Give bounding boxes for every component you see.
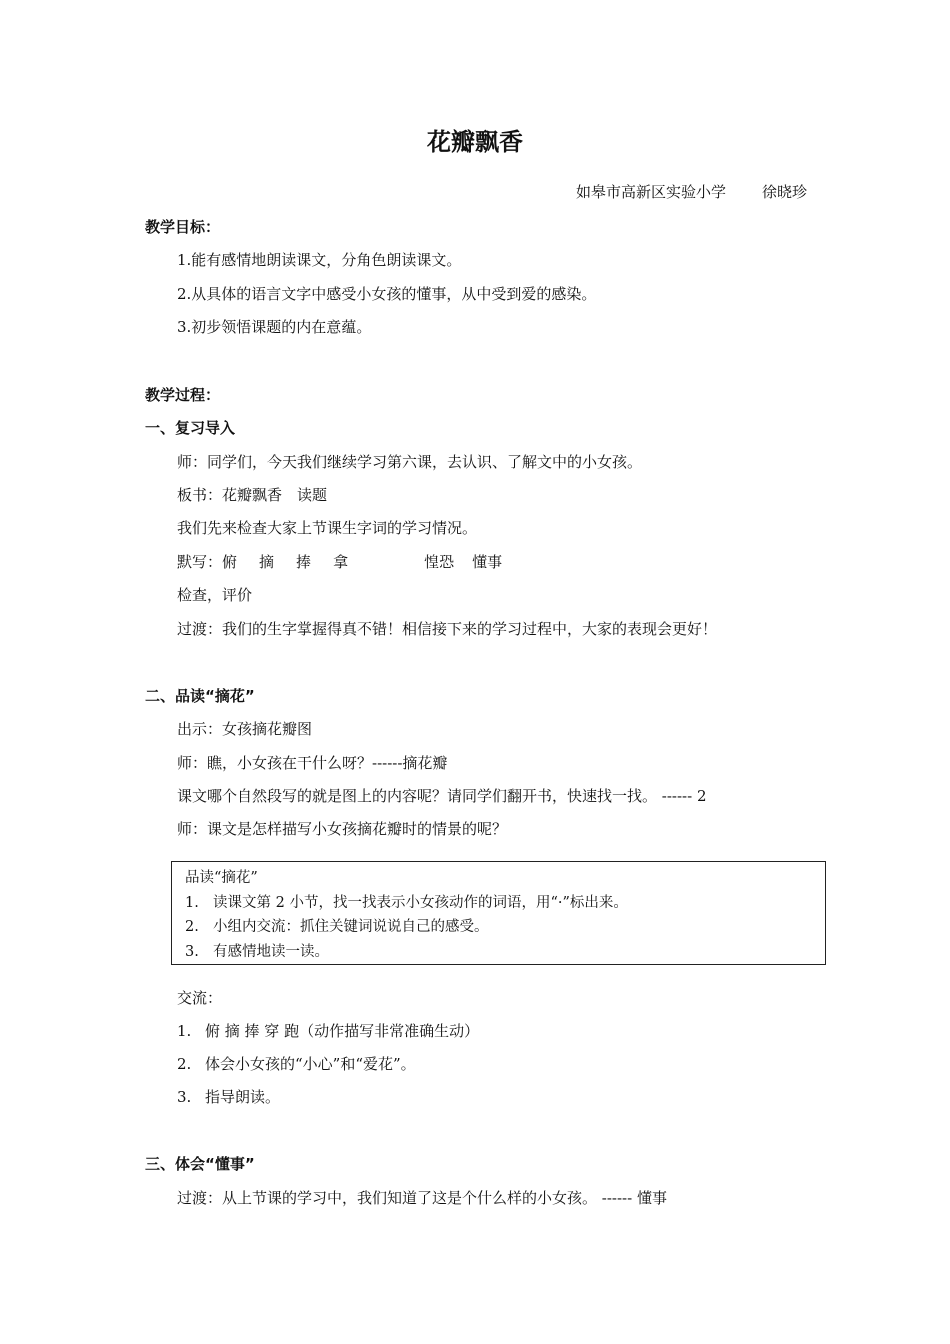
section2-line: 课文哪个自然段写的就是图上的内容呢？请同学们翻开书，快速找一找。 ------ 2 bbox=[177, 787, 707, 805]
box-item: 3. 有感情地读一读。 bbox=[185, 944, 329, 960]
box-item: 2. 小组内交流：抓住关键词说说自己的感受。 bbox=[185, 919, 489, 935]
dictation-word: 拿 bbox=[333, 553, 349, 571]
section1-line: 过渡：我们的生字掌握得真不错！相信接下来的学习过程中，大家的表现会更好！ bbox=[177, 620, 718, 638]
box-item: 1. 读课文第 2 小节，找一找表示小女孩动作的词语，用“·”标出来。 bbox=[185, 895, 628, 911]
section1-heading: 一、复习导入 bbox=[145, 419, 236, 437]
section3-heading: 三、体会“懂事” bbox=[145, 1155, 255, 1173]
dictation-label: 默写： bbox=[177, 553, 223, 571]
exchange-item: 3. 指导朗读。 bbox=[177, 1088, 281, 1106]
box-title: 品读“摘花” bbox=[185, 870, 258, 886]
section1-line: 我们先来检查大家上节课生字词的学习情况。 bbox=[177, 519, 478, 537]
section1-line: 板书：花瓣飘香 读题 bbox=[177, 486, 328, 504]
dictation-word: 捧 bbox=[296, 553, 312, 571]
section3-line: 过渡：从上节课的学习中，我们知道了这是个什么样的小女孩。 ------ 懂事 bbox=[177, 1189, 667, 1207]
process-heading: 教学过程： bbox=[145, 386, 221, 404]
author-school: 如皋市高新区实验小学 bbox=[575, 183, 726, 201]
dictation-word: 惶恐 bbox=[424, 553, 455, 571]
section2-line: 出示：女孩摘花瓣图 bbox=[177, 720, 313, 738]
section2-line: 师：课文是怎样描写小女孩摘花瓣时的情景的呢？ bbox=[177, 820, 508, 838]
section1-line: 检查，评价 bbox=[177, 586, 253, 604]
dictation-line bbox=[177, 552, 502, 572]
goals-heading: 教学目标： bbox=[145, 218, 221, 236]
dictation-word: 懂事 bbox=[472, 553, 503, 571]
section2-line: 师：瞧，小女孩在干什么呀？------摘花瓣 bbox=[177, 754, 448, 772]
section1-line: 师：同学们，今天我们继续学习第六课，去认识、了解文中的小女孩。 bbox=[177, 453, 643, 471]
goal-item: 2.从具体的语言文字中感受小女孩的懂事，从中受到爱的感染。 bbox=[177, 285, 597, 303]
document-title: 花瓣飘香 bbox=[427, 128, 523, 156]
goal-item: 3.初步领悟课题的内在意蕴。 bbox=[177, 318, 372, 336]
exchange-label: 交流： bbox=[177, 989, 223, 1007]
exchange-item: 2. 体会小女孩的“小心”和“爱花”。 bbox=[177, 1055, 416, 1073]
author-name: 徐晓珍 bbox=[761, 183, 807, 201]
exchange-item: 1. 俯 摘 捧 穿 跑（动作描写非常准确生动） bbox=[177, 1022, 480, 1040]
dictation-word: 摘 bbox=[259, 553, 275, 571]
goal-item: 1.能有感情地朗读课文，分角色朗读课文。 bbox=[177, 251, 462, 269]
section2-heading: 二、品读“摘花” bbox=[145, 687, 255, 705]
author-line bbox=[576, 181, 807, 202]
reading-task-box bbox=[171, 861, 826, 965]
dictation-word: 俯 bbox=[222, 553, 238, 571]
